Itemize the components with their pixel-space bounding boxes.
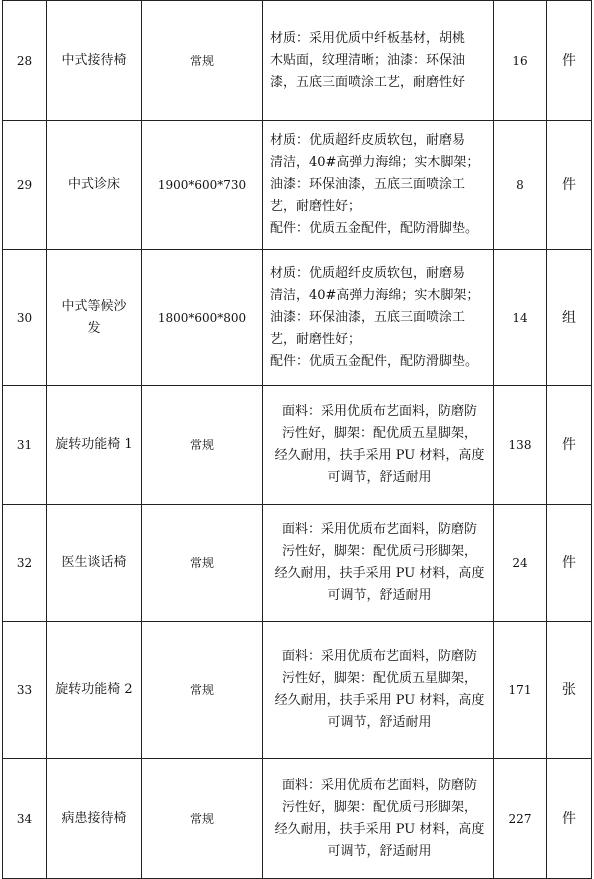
name-line: 中式诊床	[67, 177, 120, 192]
item-name-cell	[47, 250, 142, 386]
item-number-cell: 28	[3, 1, 47, 121]
desc-line: 材质：优质超纤皮质软包，耐磨易	[270, 133, 466, 148]
desc-line: 油漆：环保油漆，五底三面喷涂工	[270, 177, 466, 192]
desc-line: 材质：优质超纤皮质软包，耐磨易	[270, 265, 466, 281]
desc-line: 艺，耐磨性好；	[270, 331, 362, 347]
desc-line: 经久耐用，扶手采用 PU 材料，高度	[274, 693, 485, 708]
desc-line: 配件：优质五金配件，配防滑脚垫。	[270, 353, 479, 369]
desc-line: 污性好，脚架：配优质弓形脚架，	[281, 799, 477, 815]
name-line: 病患接待椅	[61, 810, 127, 826]
item-name-cell	[47, 1, 142, 121]
item-quantity-cell: 24	[494, 505, 547, 622]
item-number-cell: 30	[3, 250, 47, 386]
item-description-cell	[263, 759, 494, 879]
item-quantity-cell: 14	[494, 250, 547, 386]
item-number-cell: 32	[3, 505, 47, 622]
item-quantity-cell: 8	[494, 121, 547, 250]
desc-line: 材质：采用优质中纤板基材，胡桃	[270, 30, 466, 46]
item-name-cell	[47, 505, 142, 622]
desc-line: 木贴面，纹理清晰；油漆：环保油	[270, 52, 466, 68]
desc-line: 油漆：环保油漆，五底三面喷涂工	[270, 309, 466, 325]
item-number-cell: 34	[3, 759, 47, 879]
desc-line: 经久耐用，扶手采用 PU 材料，高度	[274, 566, 485, 581]
item-spec-cell: 常规	[142, 622, 263, 759]
name-line: 发	[87, 320, 101, 336]
item-description-cell	[263, 622, 494, 759]
desc-line: 可调节，舒适耐用	[327, 843, 432, 859]
name-line: 中式接待椅	[61, 52, 127, 68]
item-name-cell	[47, 622, 142, 759]
desc-line: 可调节，舒适耐用	[327, 588, 432, 603]
item-description-cell	[263, 250, 494, 386]
item-number-cell: 31	[3, 386, 47, 505]
item-description-cell	[263, 386, 494, 505]
table-row	[3, 121, 592, 250]
item-spec-cell: 常规	[142, 759, 263, 879]
item-quantity-cell: 138	[494, 386, 547, 505]
item-unit-cell: 张	[547, 622, 592, 759]
item-name-cell	[47, 759, 142, 879]
item-name-cell	[47, 386, 142, 505]
desc-line: 污性好，脚架：配优质五星脚架，	[281, 671, 477, 686]
item-unit-cell: 件	[547, 121, 592, 250]
item-unit-cell: 组	[547, 250, 592, 386]
name-line: 中式等候沙	[61, 298, 127, 314]
item-spec-cell: 1800*600*800	[142, 250, 263, 386]
table-row	[3, 505, 592, 622]
item-description-cell	[263, 1, 494, 121]
desc-line: 漆，五底三面喷涂工艺，耐磨性好	[270, 74, 466, 90]
item-quantity-cell: 171	[494, 622, 547, 759]
table-row	[3, 386, 592, 505]
item-unit-cell: 件	[547, 1, 592, 121]
table-row	[3, 622, 592, 759]
item-spec-cell: 1900*600*730	[142, 121, 263, 250]
item-unit-cell: 件	[547, 386, 592, 505]
desc-line: 面料：采用优质布艺面料，防磨防	[281, 404, 477, 419]
item-unit-cell: 件	[547, 759, 592, 879]
desc-line: 污性好，脚架：配优质弓形脚架，	[281, 544, 477, 559]
desc-line: 经久耐用，扶手采用 PU 材料，高度	[274, 448, 485, 463]
item-spec-cell: 常规	[142, 386, 263, 505]
desc-line: 面料：采用优质布艺面料，防磨防	[281, 649, 477, 664]
desc-line: 清洁，40#高弹力海绵；实木脚架；	[270, 155, 480, 170]
table-row	[3, 759, 592, 879]
item-unit-cell: 件	[547, 505, 592, 622]
item-number-cell: 29	[3, 121, 47, 250]
desc-line: 面料：采用优质布艺面料，防磨防	[281, 777, 477, 793]
item-spec-cell: 常规	[142, 505, 263, 622]
name-line: 旋转功能椅 1	[55, 437, 133, 452]
desc-line: 配件：优质五金配件，配防滑脚垫。	[270, 221, 479, 236]
item-quantity-cell: 227	[494, 759, 547, 879]
table-row	[3, 1, 592, 121]
furniture-spec-table	[2, 0, 592, 879]
table-row	[3, 250, 592, 386]
item-description-cell	[263, 121, 494, 250]
desc-line: 污性好，脚架：配优质五星脚架，	[281, 426, 477, 441]
table-body	[3, 1, 592, 879]
desc-line: 可调节，舒适耐用	[327, 715, 432, 730]
item-description-cell	[263, 505, 494, 622]
name-line: 旋转功能椅 2	[55, 682, 133, 697]
item-number-cell: 33	[3, 622, 47, 759]
item-spec-cell: 常规	[142, 1, 263, 121]
item-name-cell	[47, 121, 142, 250]
desc-line: 可调节，舒适耐用	[327, 470, 432, 485]
desc-line: 面料：采用优质布艺面料，防磨防	[281, 522, 477, 537]
desc-line: 清洁，40#高弹力海绵；实木脚架；	[270, 287, 480, 303]
desc-line: 艺，耐磨性好；	[270, 199, 362, 214]
name-line: 医生谈话椅	[61, 555, 127, 570]
desc-line: 经久耐用，扶手采用 PU 材料，高度	[274, 821, 485, 837]
item-quantity-cell: 16	[494, 1, 547, 121]
